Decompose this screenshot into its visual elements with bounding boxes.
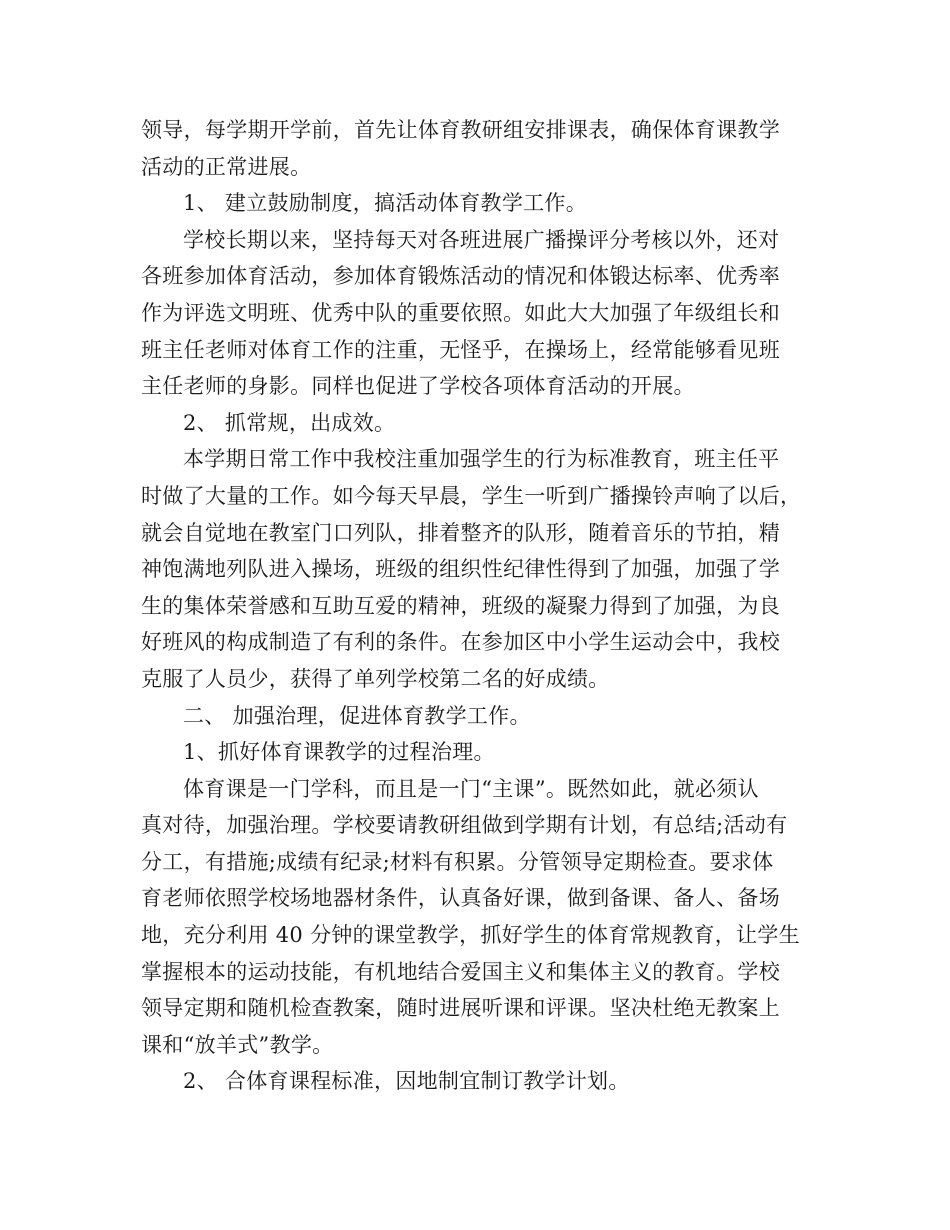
section-heading: 1、 建立鼓励制度，搞活动体育教学工作。 (183, 191, 588, 216)
section-heading: 2、 合体育课程标准，因地制宜制订教学计划。 (183, 1069, 630, 1094)
paragraph-first-line: 本学期日常工作中我校注重加强学生的行为标准教育，班主任平 (183, 447, 780, 472)
text-line: 作为评选文明班、优秀中队的重要依照。如此大大加强了年级组长和 (141, 300, 780, 325)
text-line: 神饱满地列队进入操场，班级的组织性纪律性得到了加强，加强了学 (141, 557, 780, 582)
section-heading: 2、 抓常规，出成效。 (183, 410, 396, 435)
paragraph-first-line: 学校长期以来，坚持每天对各班进展广播操评分考核以外，还对 (183, 227, 780, 252)
text-line: 时做了大量的工作。如今每天早晨，学生一听到广播操铃声响了以后， (141, 483, 802, 508)
text-line: 活动的正常进展。 (141, 154, 312, 179)
subsection-heading: 1、抓好体育课教学的过程治理。 (183, 740, 495, 765)
text-line: 班主任老师对体育工作的注重，无怪乎，在操场上，经常能够看见班 (141, 337, 780, 362)
text-line: 地，充分利用 40 分钟的课堂教学，抓好学生的体育常规教育，让学生 (141, 923, 800, 948)
text-line: 掌握根本的运动技能，有机地结合爱国主义和集体主义的教育。学校 (141, 959, 780, 984)
section-heading: 二、 加强治理，促进体育教学工作。 (183, 703, 531, 728)
text-line: 生的集体荣誉感和互助互爱的精神，班级的凝聚力得到了加强，为良 (141, 593, 780, 618)
text-line: 就会自觉地在教室门口列队，排着整齐的队形，随着音乐的节拍，精 (141, 520, 780, 545)
document-body (141, 112, 821, 1100)
text-line: 领导，每学期开学前，首先让体育教研组安排课表，确保体育课教学 (141, 118, 780, 142)
text-line: 育老师依照学校场地器材条件，认真备好课，做到备课、备人、备场 (141, 886, 780, 911)
text-line: 好班风的构成制造了有利的条件。在参加区中小学生运动会中，我校 (141, 630, 780, 655)
text-line: 领导定期和随机检查教案，随时进展听课和评课。坚决杜绝无教案上 (141, 996, 780, 1021)
paragraph-first-line: 体育课是一门学科，而且是一门“主课”。既然如此，就必须认 (183, 776, 759, 801)
text-line: 克服了人员少，获得了单列学校第二名的好成绩。 (141, 666, 610, 691)
text-line: 真对待，加强治理。学校要请教研组做到学期有计划，有总结;活动有 (141, 813, 788, 838)
text-line: 分工，有措施;成绩有纪录;材料有积累。分管领导定期检查。要求体 (141, 849, 774, 874)
text-line: 主任老师的身影。同样也促进了学校各项体育活动的开展。 (141, 374, 695, 399)
text-line: 各班参加体育活动，参加体育锻炼活动的情况和体锻达标率、优秀率 (141, 264, 780, 289)
text-line: 课和“放羊式”教学。 (141, 1032, 334, 1057)
